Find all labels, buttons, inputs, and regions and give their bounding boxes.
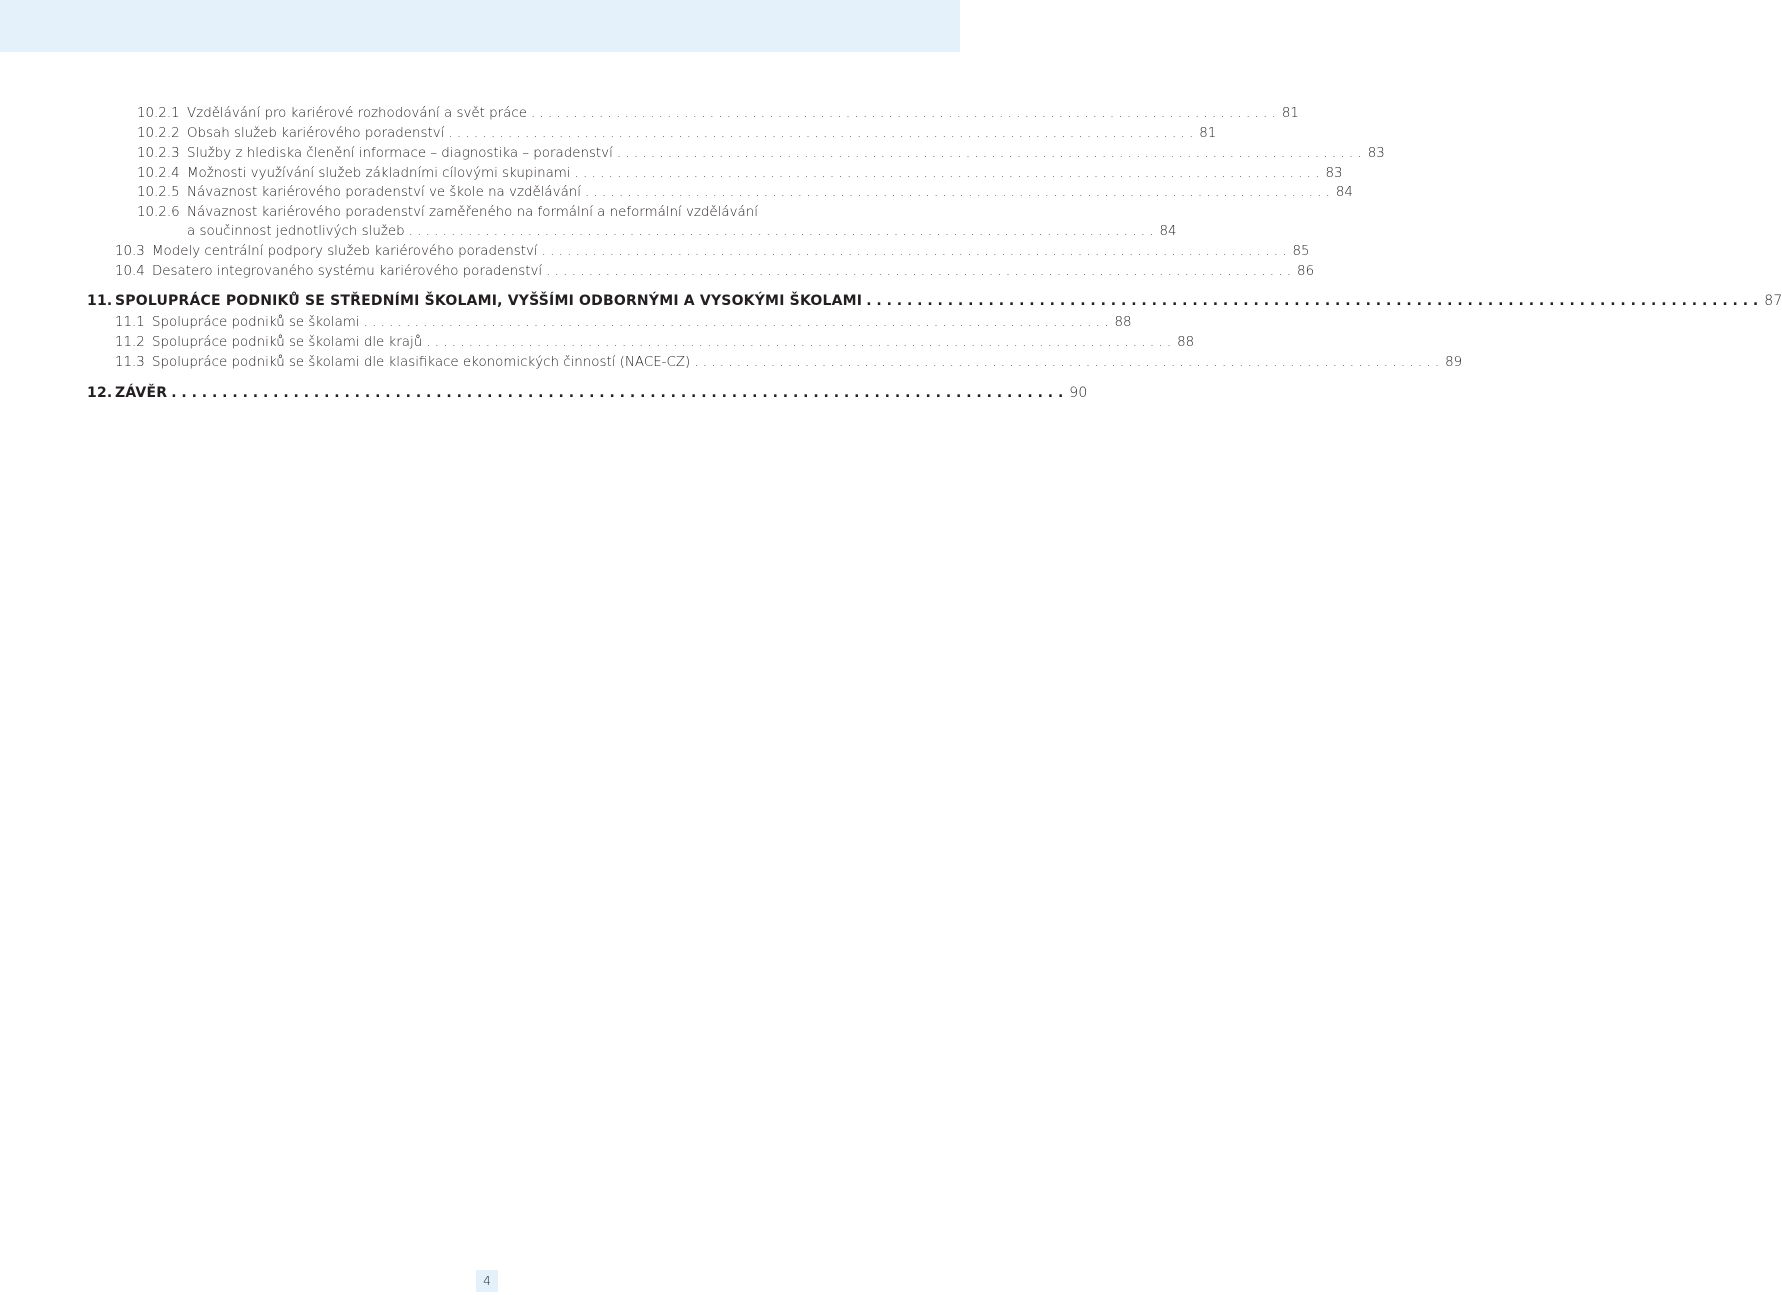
dot-leader	[364, 313, 1109, 333]
toc-entry-number: 10.2.6	[137, 205, 180, 220]
dot-leader	[409, 222, 1154, 242]
dot-leader	[448, 124, 1193, 144]
toc-chapter-number: 11.	[87, 293, 113, 309]
dot-leader	[531, 104, 1276, 124]
toc-entry-number: 10.2.5	[137, 185, 180, 200]
toc-entry-page: 84	[1159, 224, 1177, 239]
toc-entry-number: 10.2.2	[137, 126, 180, 141]
toc-entry-page: 81	[1199, 126, 1217, 141]
header-band	[0, 0, 960, 52]
toc-entry[interactable]	[137, 144, 1385, 164]
toc-entry-page: 89	[1445, 355, 1463, 370]
toc-entry[interactable]	[115, 313, 1132, 333]
toc-entry-number: 11.1	[115, 315, 145, 330]
toc-entry-title: Vzdělávání pro kariérové rozhodování a svět práce	[187, 106, 527, 121]
toc-entry-continuation[interactable]	[187, 222, 1177, 242]
toc-entry-page: 84	[1335, 185, 1353, 200]
dot-leader	[542, 242, 1287, 262]
dot-leader	[575, 164, 1320, 184]
dot-leader	[546, 262, 1291, 282]
toc-chapter-number: 12.	[87, 385, 113, 401]
toc-entry-number: 11.2	[115, 335, 145, 350]
toc-entry-title-continuation: a součinnost jednotlivých služeb	[187, 224, 405, 239]
toc-entry-title: Služby z hlediska členění informace – diagnostika – poradenství	[187, 146, 613, 161]
dot-leader	[694, 353, 1439, 373]
toc-entry-number: 10.4	[115, 264, 145, 279]
toc-entry-number: 10.2.3	[137, 146, 180, 161]
toc-entry[interactable]	[115, 353, 1463, 373]
toc-entry-title: Spolupráce podniků se školami dle klasifikace ekonomických činností (NACE-CZ)	[152, 355, 691, 370]
toc-entry[interactable]	[137, 164, 1343, 184]
page-number: 4	[476, 1270, 498, 1292]
dot-leader	[426, 333, 1171, 353]
toc-entry-page: 86	[1297, 264, 1315, 279]
toc-entry-title: Možnosti využívání služeb základními cílovými skupinami	[187, 166, 571, 181]
toc-entry[interactable]	[137, 104, 1299, 124]
toc-entry-title: Spolupráce podniků se školami	[152, 315, 360, 330]
toc-entry-title: Desatero integrovaného systému kariérového poradenství	[152, 264, 543, 279]
toc-entry-number: 10.2.4	[137, 166, 180, 181]
toc-entry-page: 90	[1069, 385, 1088, 401]
toc-entry-multiline[interactable]	[137, 203, 885, 223]
dot-leader	[866, 291, 1758, 311]
toc-chapter[interactable]	[87, 383, 1088, 403]
toc-entry-page: 81	[1281, 106, 1299, 121]
toc-entry-page: 83	[1367, 146, 1385, 161]
toc-entry[interactable]	[115, 262, 1315, 282]
toc-entry-page: 83	[1325, 166, 1343, 181]
toc-entry-title: Spolupráce podniků se školami dle krajů	[152, 335, 423, 350]
toc-entry[interactable]	[115, 242, 1310, 262]
dot-leader	[585, 183, 1330, 203]
toc-entry-page: 88	[1177, 335, 1195, 350]
toc-entry-page: 87	[1764, 293, 1782, 309]
toc-entry-number: 11.3	[115, 355, 145, 370]
dot-leader	[171, 383, 1063, 403]
toc-chapter-title: SPOLUPRÁCE PODNIKŮ SE STŘEDNÍMI ŠKOLAMI, VYŠŠÍMI ODBORNÝMI A VYSOKÝMI ŠKOLAMI	[115, 293, 863, 309]
toc-entry-title: Návaznost kariérového poradenství zaměřeného na formální a neformální vzdělávání	[187, 205, 758, 220]
toc-entry-number: 10.2.1	[137, 106, 180, 121]
toc-entry-page: 85	[1292, 244, 1310, 259]
toc-entry-number: 10.3	[115, 244, 145, 259]
toc-entry-page: 88	[1114, 315, 1132, 330]
dot-leader	[617, 144, 1362, 164]
toc-entry-title: Modely centrální podpory služeb kariérového poradenství	[152, 244, 538, 259]
toc-entry[interactable]	[137, 124, 1217, 144]
toc-entry-title: Návaznost kariérového poradenství ve škole na vzdělávání	[187, 185, 581, 200]
toc-chapter[interactable]	[87, 291, 1782, 311]
toc-entry[interactable]	[137, 183, 1353, 203]
toc-entry-title: Obsah služeb kariérového poradenství	[187, 126, 445, 141]
toc-entry[interactable]	[115, 333, 1195, 353]
toc-chapter-title: ZÁVĚR	[115, 385, 168, 401]
